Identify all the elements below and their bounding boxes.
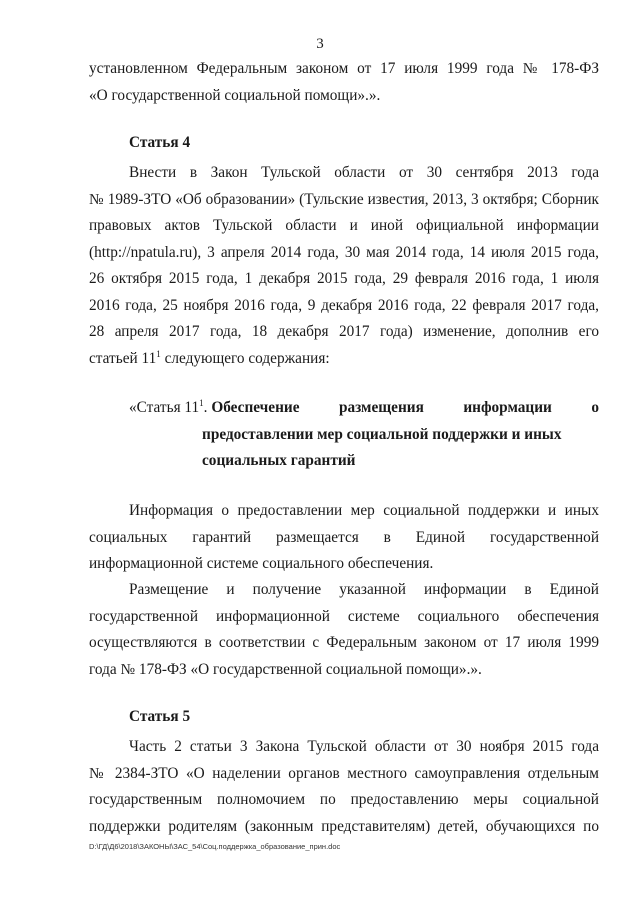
text-line: «Статья $11^1$. Обеспечение размещения информации о — [129, 398, 599, 416]
text-line: «О государственной социальной помощи».». — [89, 86, 381, 104]
footer-file-path: D:\ГД\Д6\2018\ЗАКОНЫ\ЗАС_54\Соц.поддержка_образование_прин.doc — [89, 842, 341, 851]
text-line: Внести в Закон Тульской области от 30 сентября 2013 года — [129, 164, 599, 181]
text-line: предоставлении мер социальной поддержки и иных — [202, 425, 562, 443]
article-11-1-title — [129, 395, 599, 475]
article-11-1-paragraph-1 — [89, 498, 599, 578]
text-line: государственной информационной системе социального обеспечения — [89, 607, 599, 625]
text-line: 28 апреля 2017 года, 18 декабря 2017 года) изменение, дополнив его — [89, 323, 599, 340]
text-line: (http://npatula.ru), 3 апреля 2014 года, 30 мая 2014 года, 14 июля 2015 года, — [89, 243, 599, 261]
text-line: социальных гарантий — [202, 452, 356, 469]
text-line: информационной системе социального обеспечения. — [89, 555, 434, 572]
text-line: года № 178-ФЗ «О государственной социальной помощи».». — [89, 660, 482, 678]
text-line: осуществляются в соответствии с Федеральным законом от 17 июля 1999 — [89, 634, 599, 651]
text-line: Часть 2 статьи 3 Закона Тульской области от 30 ноября 2015 года — [129, 738, 599, 755]
text-line: правовых актов Тульской области и иной официальной информации — [89, 217, 599, 234]
text-line: установленном Федеральным законом от 17 июля 1999 года № 178-ФЗ — [89, 60, 599, 77]
text-line: Размещение и получение указанной информации в Единой — [129, 581, 599, 598]
intro-paragraph — [89, 56, 599, 109]
article-5-text — [89, 734, 599, 840]
text-line: 2016 года, 25 ноября 2016 года, 9 декабря 2016 года, 22 февраля 2017 года, — [89, 296, 599, 314]
article-5-heading: Статья 5 — [129, 708, 191, 725]
text-line: Информация о предоставлении мер социальной поддержки и иных — [129, 502, 599, 519]
text-line: социальных гарантий размещается в Единой государственной — [89, 528, 599, 546]
text-line: поддержки родителям (законным представителям) детей, обучающихся по — [89, 817, 599, 835]
text-line: № 2384-ЗТО «О наделении органов местного самоуправления отдельным — [89, 764, 599, 782]
article-4-text — [89, 160, 599, 372]
page-number: 3 — [316, 36, 324, 52]
article-11-1-paragraph-2 — [89, 577, 599, 683]
text-line: 26 октября 2015 года, 1 декабря 2015 года, 29 февраля 2016 года, 1 июля — [89, 270, 599, 287]
text-line: государственным полномочием по предоставлению меры социальной — [89, 791, 599, 808]
article-4-heading: Статья 4 — [129, 134, 191, 151]
text-line: № 1989-ЗТО «Об образовании» (Тульские известия, 2013, 3 октября; Сборник — [89, 190, 599, 208]
text-line: статьей $11^1$ следующего содержания: — [89, 348, 330, 367]
